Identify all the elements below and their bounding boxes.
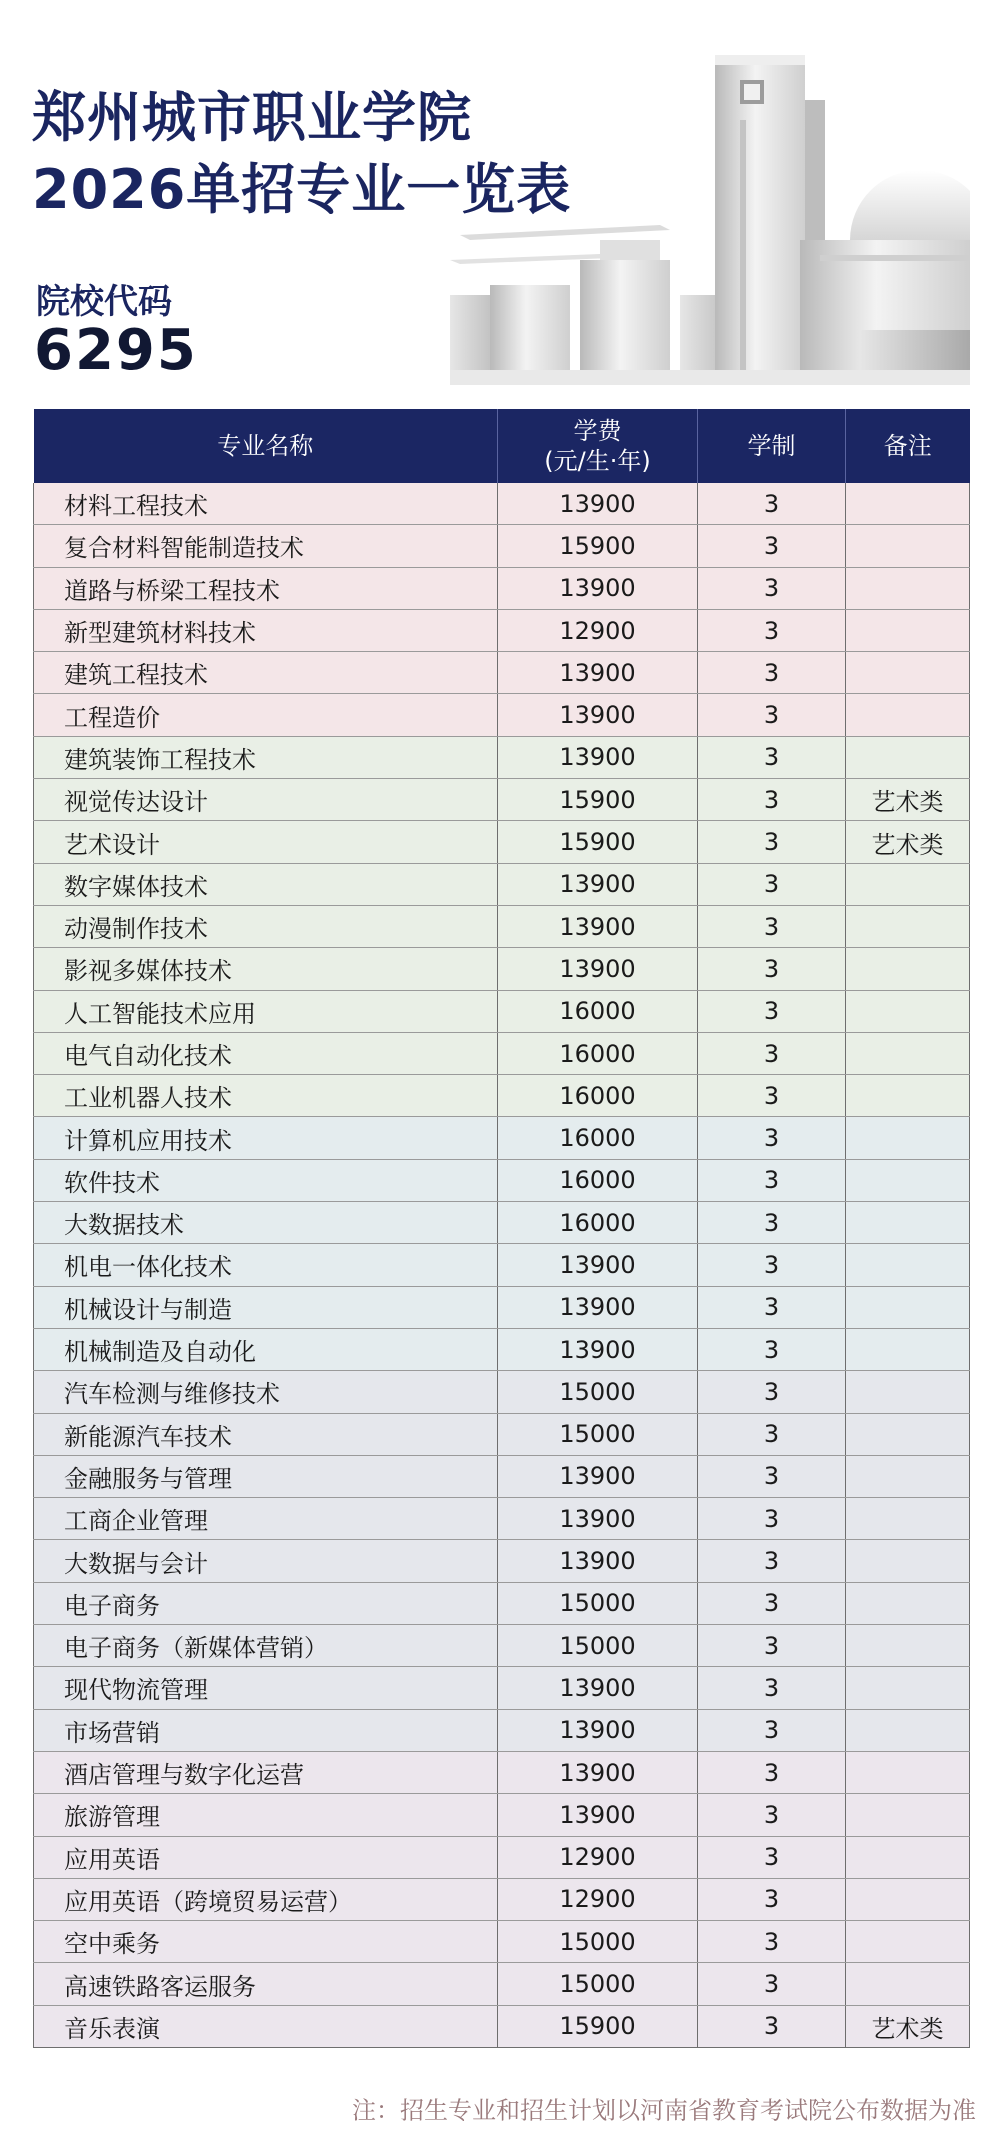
major-name-cell: 人工智能技术应用 [34, 990, 498, 1032]
note-cell: 艺术类 [846, 779, 970, 821]
table-row [34, 1244, 970, 1286]
duration-cell: 3 [698, 2005, 846, 2047]
note-cell [846, 1836, 970, 1878]
major-name-cell: 工商企业管理 [34, 1498, 498, 1540]
major-name-cell: 软件技术 [34, 1159, 498, 1201]
table-row [34, 863, 970, 905]
tuition-fee-cell: 13900 [498, 483, 698, 525]
note-cell [846, 1751, 970, 1793]
major-name-cell: 复合材料智能制造技术 [34, 525, 498, 567]
duration-cell: 3 [698, 1963, 846, 2005]
note-cell [846, 1117, 970, 1159]
major-name-cell: 大数据与会计 [34, 1540, 498, 1582]
note-cell [846, 863, 970, 905]
major-name-cell: 建筑工程技术 [34, 652, 498, 694]
duration-cell: 3 [698, 483, 846, 525]
table-row [34, 694, 970, 736]
table-row [34, 567, 970, 609]
table-row [34, 652, 970, 694]
note-cell [846, 1540, 970, 1582]
note-cell [846, 990, 970, 1032]
major-name-cell: 材料工程技术 [34, 483, 498, 525]
table-row [34, 1413, 970, 1455]
table-row [34, 609, 970, 651]
major-name-cell: 应用英语（跨境贸易运营） [34, 1878, 498, 1920]
footnote: 注：招生专业和招生计划以河南省教育考试院公布数据为准 [352, 2096, 976, 2125]
major-name-cell: 应用英语 [34, 1836, 498, 1878]
tuition-fee-cell: 16000 [498, 1032, 698, 1074]
school-code-label: 院校代码 [36, 282, 172, 322]
note-cell [846, 525, 970, 567]
note-cell [846, 1328, 970, 1370]
major-name-cell: 电气自动化技术 [34, 1032, 498, 1074]
tuition-fee-cell: 13900 [498, 1498, 698, 1540]
tuition-fee-cell: 16000 [498, 990, 698, 1032]
duration-cell: 3 [698, 1498, 846, 1540]
table-row [34, 736, 970, 778]
table-header-row [34, 409, 970, 483]
table-row [34, 1498, 970, 1540]
note-cell [846, 1202, 970, 1244]
major-name-cell: 计算机应用技术 [34, 1117, 498, 1159]
note-cell [846, 1709, 970, 1751]
major-name-cell: 大数据技术 [34, 1202, 498, 1244]
major-name-cell: 新能源汽车技术 [34, 1413, 498, 1455]
duration-cell: 3 [698, 779, 846, 821]
note-cell [846, 1582, 970, 1624]
duration-cell: 3 [698, 1032, 846, 1074]
tuition-fee-cell: 13900 [498, 863, 698, 905]
major-name-cell: 道路与桥梁工程技术 [34, 567, 498, 609]
major-name-cell: 酒店管理与数字化运营 [34, 1751, 498, 1793]
column-header-fee: 学费 (元/生·年) [498, 409, 698, 483]
duration-cell: 3 [698, 1244, 846, 1286]
major-name-cell: 影视多媒体技术 [34, 948, 498, 990]
duration-cell: 3 [698, 1709, 846, 1751]
tuition-fee-cell: 13900 [498, 736, 698, 778]
tuition-fee-cell: 16000 [498, 1117, 698, 1159]
note-cell [846, 1455, 970, 1497]
duration-cell: 3 [698, 1328, 846, 1370]
tuition-fee-cell: 15900 [498, 779, 698, 821]
tuition-fee-cell: 15900 [498, 2005, 698, 2047]
major-name-cell: 数字媒体技术 [34, 863, 498, 905]
table-row [34, 1794, 970, 1836]
duration-cell: 3 [698, 609, 846, 651]
major-name-cell: 工业机器人技术 [34, 1075, 498, 1117]
tuition-fee-cell: 15000 [498, 1582, 698, 1624]
duration-cell: 3 [698, 948, 846, 990]
major-name-cell: 现代物流管理 [34, 1667, 498, 1709]
tuition-fee-cell: 13900 [498, 1286, 698, 1328]
note-cell [846, 609, 970, 651]
note-cell [846, 1498, 970, 1540]
table-row [34, 905, 970, 947]
duration-cell: 3 [698, 990, 846, 1032]
table-row [34, 1625, 970, 1667]
table-row [34, 1836, 970, 1878]
duration-cell: 3 [698, 1667, 846, 1709]
table-row [34, 483, 970, 525]
duration-cell: 3 [698, 1413, 846, 1455]
duration-cell: 3 [698, 525, 846, 567]
tuition-fee-cell: 16000 [498, 1202, 698, 1244]
duration-cell: 3 [698, 1625, 846, 1667]
tuition-fee-cell: 15900 [498, 525, 698, 567]
major-name-cell: 电子商务（新媒体营销） [34, 1625, 498, 1667]
table-row [34, 1032, 970, 1074]
duration-cell: 3 [698, 567, 846, 609]
duration-cell: 3 [698, 1202, 846, 1244]
note-cell [846, 652, 970, 694]
tuition-fee-cell: 13900 [498, 1794, 698, 1836]
duration-cell: 3 [698, 1117, 846, 1159]
major-name-cell: 视觉传达设计 [34, 779, 498, 821]
major-name-cell: 机电一体化技术 [34, 1244, 498, 1286]
school-code-value: 6295 [34, 318, 198, 383]
column-header-note: 备注 [846, 409, 970, 483]
note-cell [846, 1075, 970, 1117]
note-cell [846, 1286, 970, 1328]
table-row [34, 1667, 970, 1709]
major-name-cell: 电子商务 [34, 1582, 498, 1624]
table-row [34, 1371, 970, 1413]
tuition-fee-cell: 16000 [498, 1075, 698, 1117]
note-cell [846, 1878, 970, 1920]
duration-cell: 3 [698, 694, 846, 736]
duration-cell: 3 [698, 863, 846, 905]
major-name-cell: 空中乘务 [34, 1921, 498, 1963]
tuition-fee-cell: 13900 [498, 1667, 698, 1709]
duration-cell: 3 [698, 1751, 846, 1793]
table-row [34, 1709, 970, 1751]
note-cell [846, 567, 970, 609]
note-cell: 艺术类 [846, 2005, 970, 2047]
tuition-fee-cell: 16000 [498, 1159, 698, 1201]
duration-cell: 3 [698, 821, 846, 863]
table-row [34, 525, 970, 567]
table-row [34, 990, 970, 1032]
title-line-2: 2026单招专业一览表 [32, 158, 572, 221]
duration-cell: 3 [698, 905, 846, 947]
tuition-fee-cell: 13900 [498, 948, 698, 990]
table-row [34, 1751, 970, 1793]
table-row [34, 821, 970, 863]
table-row [34, 1117, 970, 1159]
table-row [34, 1455, 970, 1497]
major-name-cell: 艺术设计 [34, 821, 498, 863]
majors-table [33, 409, 970, 2048]
duration-cell: 3 [698, 736, 846, 778]
note-cell [846, 1794, 970, 1836]
major-name-cell: 建筑装饰工程技术 [34, 736, 498, 778]
duration-cell: 3 [698, 1836, 846, 1878]
note-cell [846, 1667, 970, 1709]
tuition-fee-cell: 13900 [498, 694, 698, 736]
note-cell [846, 1963, 970, 2005]
tuition-fee-cell: 15900 [498, 821, 698, 863]
tuition-fee-cell: 13900 [498, 652, 698, 694]
note-cell [846, 1371, 970, 1413]
column-header-name: 专业名称 [34, 409, 498, 483]
table-row [34, 2005, 970, 2047]
note-cell [846, 948, 970, 990]
table-row [34, 1075, 970, 1117]
duration-cell: 3 [698, 652, 846, 694]
table-row [34, 1921, 970, 1963]
table-row [34, 1159, 970, 1201]
tuition-fee-cell: 13900 [498, 905, 698, 947]
duration-cell: 3 [698, 1582, 846, 1624]
tuition-fee-cell: 12900 [498, 1878, 698, 1920]
title-line-1: 郑州城市职业学院 [32, 86, 472, 149]
duration-cell: 3 [698, 1371, 846, 1413]
major-name-cell: 新型建筑材料技术 [34, 609, 498, 651]
table-row [34, 1878, 970, 1920]
tuition-fee-cell: 15000 [498, 1921, 698, 1963]
note-cell [846, 1244, 970, 1286]
major-name-cell: 工程造价 [34, 694, 498, 736]
table-row [34, 1540, 970, 1582]
tuition-fee-cell: 15000 [498, 1371, 698, 1413]
tuition-fee-cell: 12900 [498, 1836, 698, 1878]
table-row [34, 1328, 970, 1370]
tuition-fee-cell: 13900 [498, 1455, 698, 1497]
note-cell [846, 1032, 970, 1074]
major-name-cell: 市场营销 [34, 1709, 498, 1751]
note-cell [846, 1159, 970, 1201]
major-name-cell: 金融服务与管理 [34, 1455, 498, 1497]
table-row [34, 1202, 970, 1244]
major-name-cell: 高速铁路客运服务 [34, 1963, 498, 2005]
tuition-fee-cell: 13900 [498, 567, 698, 609]
major-name-cell: 机械设计与制造 [34, 1286, 498, 1328]
note-cell [846, 1921, 970, 1963]
table-row [34, 779, 970, 821]
table-row [34, 1582, 970, 1624]
note-cell [846, 1625, 970, 1667]
tuition-fee-cell: 15000 [498, 1963, 698, 2005]
major-name-cell: 音乐表演 [34, 2005, 498, 2047]
table-row [34, 1963, 970, 2005]
tuition-fee-cell: 13900 [498, 1751, 698, 1793]
duration-cell: 3 [698, 1159, 846, 1201]
duration-cell: 3 [698, 1455, 846, 1497]
tuition-fee-cell: 12900 [498, 609, 698, 651]
note-cell [846, 736, 970, 778]
major-name-cell: 动漫制作技术 [34, 905, 498, 947]
note-cell [846, 483, 970, 525]
table-row [34, 1286, 970, 1328]
buildings-illustration [450, 40, 970, 385]
duration-cell: 3 [698, 1286, 846, 1328]
column-header-years: 学制 [698, 409, 846, 483]
note-cell: 艺术类 [846, 821, 970, 863]
note-cell [846, 1413, 970, 1455]
duration-cell: 3 [698, 1540, 846, 1582]
duration-cell: 3 [698, 1075, 846, 1117]
major-name-cell: 汽车检测与维修技术 [34, 1371, 498, 1413]
tuition-fee-cell: 15000 [498, 1413, 698, 1455]
tuition-fee-cell: 13900 [498, 1540, 698, 1582]
tuition-fee-cell: 13900 [498, 1709, 698, 1751]
duration-cell: 3 [698, 1794, 846, 1836]
major-name-cell: 旅游管理 [34, 1794, 498, 1836]
tuition-fee-cell: 13900 [498, 1328, 698, 1370]
major-name-cell: 机械制造及自动化 [34, 1328, 498, 1370]
duration-cell: 3 [698, 1921, 846, 1963]
tuition-fee-cell: 15000 [498, 1625, 698, 1667]
note-cell [846, 694, 970, 736]
table-row [34, 948, 970, 990]
note-cell [846, 905, 970, 947]
duration-cell: 3 [698, 1878, 846, 1920]
tuition-fee-cell: 13900 [498, 1244, 698, 1286]
